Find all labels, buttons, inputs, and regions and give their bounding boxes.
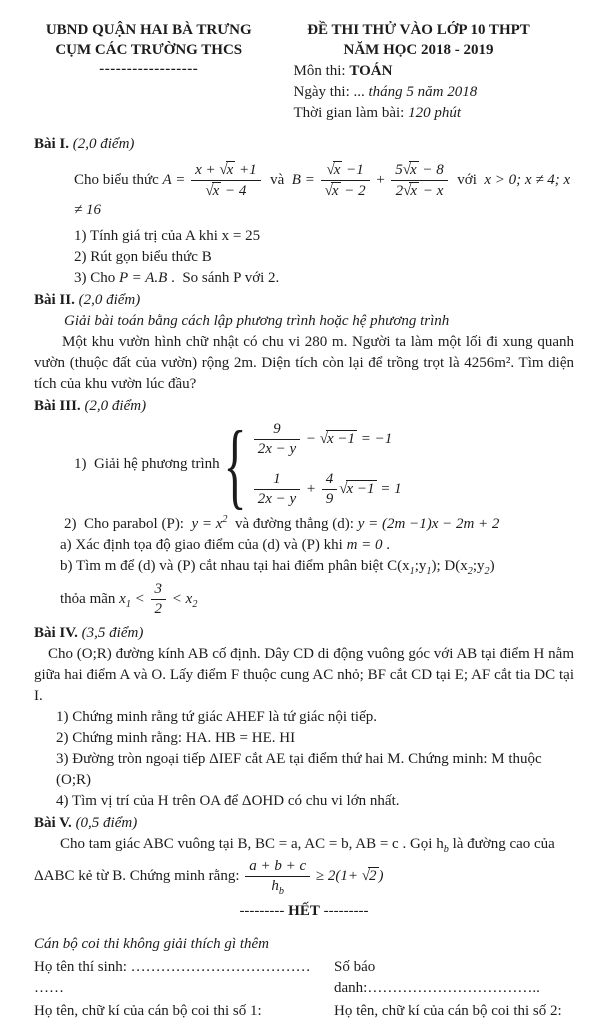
end-marker-line — [34, 901, 574, 922]
bai4-heading — [34, 623, 574, 644]
header-left-block — [34, 20, 264, 124]
bai2-title: Bài II. — [34, 292, 75, 308]
bai1-item1: 1) Tính giá trị của A khi x = 25 — [74, 228, 261, 244]
exam-title: ĐỀ THI THỬ VÀO LỚP 10 THPT — [307, 22, 530, 38]
system-brace: { — [223, 411, 247, 518]
bai2-paragraph: Một khu vườn hình chữ nhật có chu vi 280 m. Người ta làm một lối đi xung quanh vườn (thuộc đất của vườn) rộng 2m. Diện tích còn lại để trồng trọt là 4256m². Tìm diện tích của khu vườn lúc đầu? — [34, 334, 574, 392]
subject-label: Môn thi: — [293, 62, 350, 79]
bai4-title: Bài IV. — [34, 624, 78, 641]
bai1-heading — [34, 134, 574, 155]
bai5-title: Bài V. — [34, 814, 72, 831]
date-label: Ngày thi: — [293, 83, 354, 100]
date-line — [294, 82, 575, 103]
bai2-subtitle: Giải bài toán bằng cách lập phương trình hoặc hệ phương trình — [64, 313, 450, 329]
bai4-item4: 4) Tìm vị trí của H trên OA để ΔOHD có chu vi lớn nhất. — [56, 792, 400, 809]
candidate-number-line: Số báo danh:…………………………….. — [334, 959, 540, 997]
system-equation-1: $\frac{9}{2x - y}$ − √x −1 = −1 — [252, 421, 402, 459]
footer-row-2 — [34, 1001, 574, 1022]
section-bai4 — [34, 623, 574, 812]
bai3-item1-label: 1) Giải hệ phương trình — [74, 456, 220, 473]
het-dashes-left: --------- — [239, 903, 289, 920]
school-year: NĂM HỌC 2018 - 2019 — [343, 42, 494, 59]
bai1-item2: 2) Rút gọn biểu thức B — [74, 249, 212, 265]
bai5-points: (0,5 điểm) — [75, 814, 138, 831]
system-equation-2: $\frac{1}{2x - y}$ + $\frac{4}{9}$ √x −1 = 1 — [252, 471, 402, 509]
bai4-paragraph: Cho (O;R) đường kính AB cố định. Dây CD di động vuông góc với AB tại điểm H nằm giữa hai điểm A và O. Lấy điểm F thuộc cung AC nhỏ; BF cắt CD tại E; AF cắt tia DC tại I. — [34, 645, 574, 704]
section-bai3 — [34, 396, 574, 622]
section-bai5 — [34, 813, 574, 896]
bai1-item3: 3) Cho P = A.B . So sánh P với 2. — [74, 270, 280, 286]
bai4-points: (3,5 điểm) — [81, 624, 144, 641]
duration-value: 120 phút — [408, 104, 461, 121]
bai3-item2: 2) Cho parabol (P): $y = x^2$ và đường thẳng (d): y = (2m −1)x − 2m + 2 — [64, 514, 500, 533]
bai4-item2: 2) Chứng minh rằng: HA. HB = HE. HI — [56, 729, 296, 746]
bai3-item2c: thỏa mãn $x_1$ < $\frac{3}{2}$ < $x_2$ — [60, 581, 198, 618]
bai3-title: Bài III. — [34, 398, 81, 414]
footer-row-1 — [34, 957, 574, 999]
bai3-item2b: b) Tìm m để (d) và (P) cắt nhau tại hai điểm phân biệt $C(x_1;y_1)$; $D(x_2;y_2)$ — [60, 558, 495, 578]
bai5-line2: ΔABC kẻ từ B. Chứng minh rằng: $\frac{a + b + c}{h_b}$ ≥ 2(1+ √2 ) — [34, 857, 384, 897]
document-header — [34, 20, 574, 124]
section-bai2 — [34, 290, 574, 395]
subject-value: TOÁN — [349, 62, 393, 79]
date-dots: ... — [353, 83, 369, 100]
bai5-heading — [34, 813, 574, 834]
document-footer — [34, 934, 574, 1022]
duration-label: Thời gian làm bài: — [293, 104, 409, 121]
bai3-item2a: a) Xác định tọa độ giao điểm của (d) và (P) khi m = 0 . — [60, 537, 391, 554]
bai4-item1: 1) Chứng minh rằng tứ giác AHEF là tứ giác nội tiếp. — [56, 708, 378, 725]
bai1-title: Bài I. — [34, 135, 70, 152]
duration-line — [294, 103, 575, 124]
section-bai1 — [34, 134, 574, 290]
bai4-item3: 3) Đường tròn ngoại tiếp ΔIEF cắt AE tại điểm thứ hai M. Chứng minh: M thuộc (O;R) — [56, 750, 542, 788]
proctor1-signature-line: Họ tên, chữ kí của cán bộ coi thi số 1: — [34, 1003, 262, 1020]
header-right-block — [264, 20, 575, 124]
bai3-system-row — [34, 411, 574, 518]
bai2-points: (2,0 điểm) — [78, 292, 141, 308]
bai3-points: (2,0 điểm) — [84, 398, 147, 414]
bai1-formula-line: Cho biểu thức A = $\frac{x + √x +1}{√x - 4}$ và B = $\frac{√x -1}{√x - 2}$ + $\frac{5√x - 8}{2√x - x}$ với x > 0; x ≠ 4; x ≠ 16 — [74, 161, 571, 218]
bai5-line1: Cho tam giác ABC vuông tại B, BC = a, AC = b, AB = c . Gọi $h_b$ là đường cao của — [60, 835, 555, 855]
proctor-note: Cán bộ coi thi không giải thích gì thêm — [34, 936, 269, 953]
org-name: UBND QUẬN HAI BÀ TRƯNG — [45, 22, 252, 38]
bai2-heading — [34, 290, 574, 311]
het-dashes-right: --------- — [319, 903, 369, 920]
bai1-points: (2,0 điểm) — [72, 135, 135, 152]
date-value: tháng 5 năm 2018 — [368, 83, 478, 100]
het-word: HẾT — [288, 903, 320, 920]
candidate-name-line: Họ tên thí sinh: ……………………………… …… — [34, 959, 311, 997]
org-unit: CỤM CÁC TRƯỜNG THCS — [55, 42, 243, 59]
subject-line — [294, 61, 575, 82]
header-divider-dashes: ------------------ — [99, 60, 199, 77]
proctor2-signature-line: Họ tên, chữ kí của cán bộ coi thi số 2: — [334, 1003, 562, 1020]
system-equations — [250, 421, 402, 509]
bai3-heading — [34, 396, 574, 417]
